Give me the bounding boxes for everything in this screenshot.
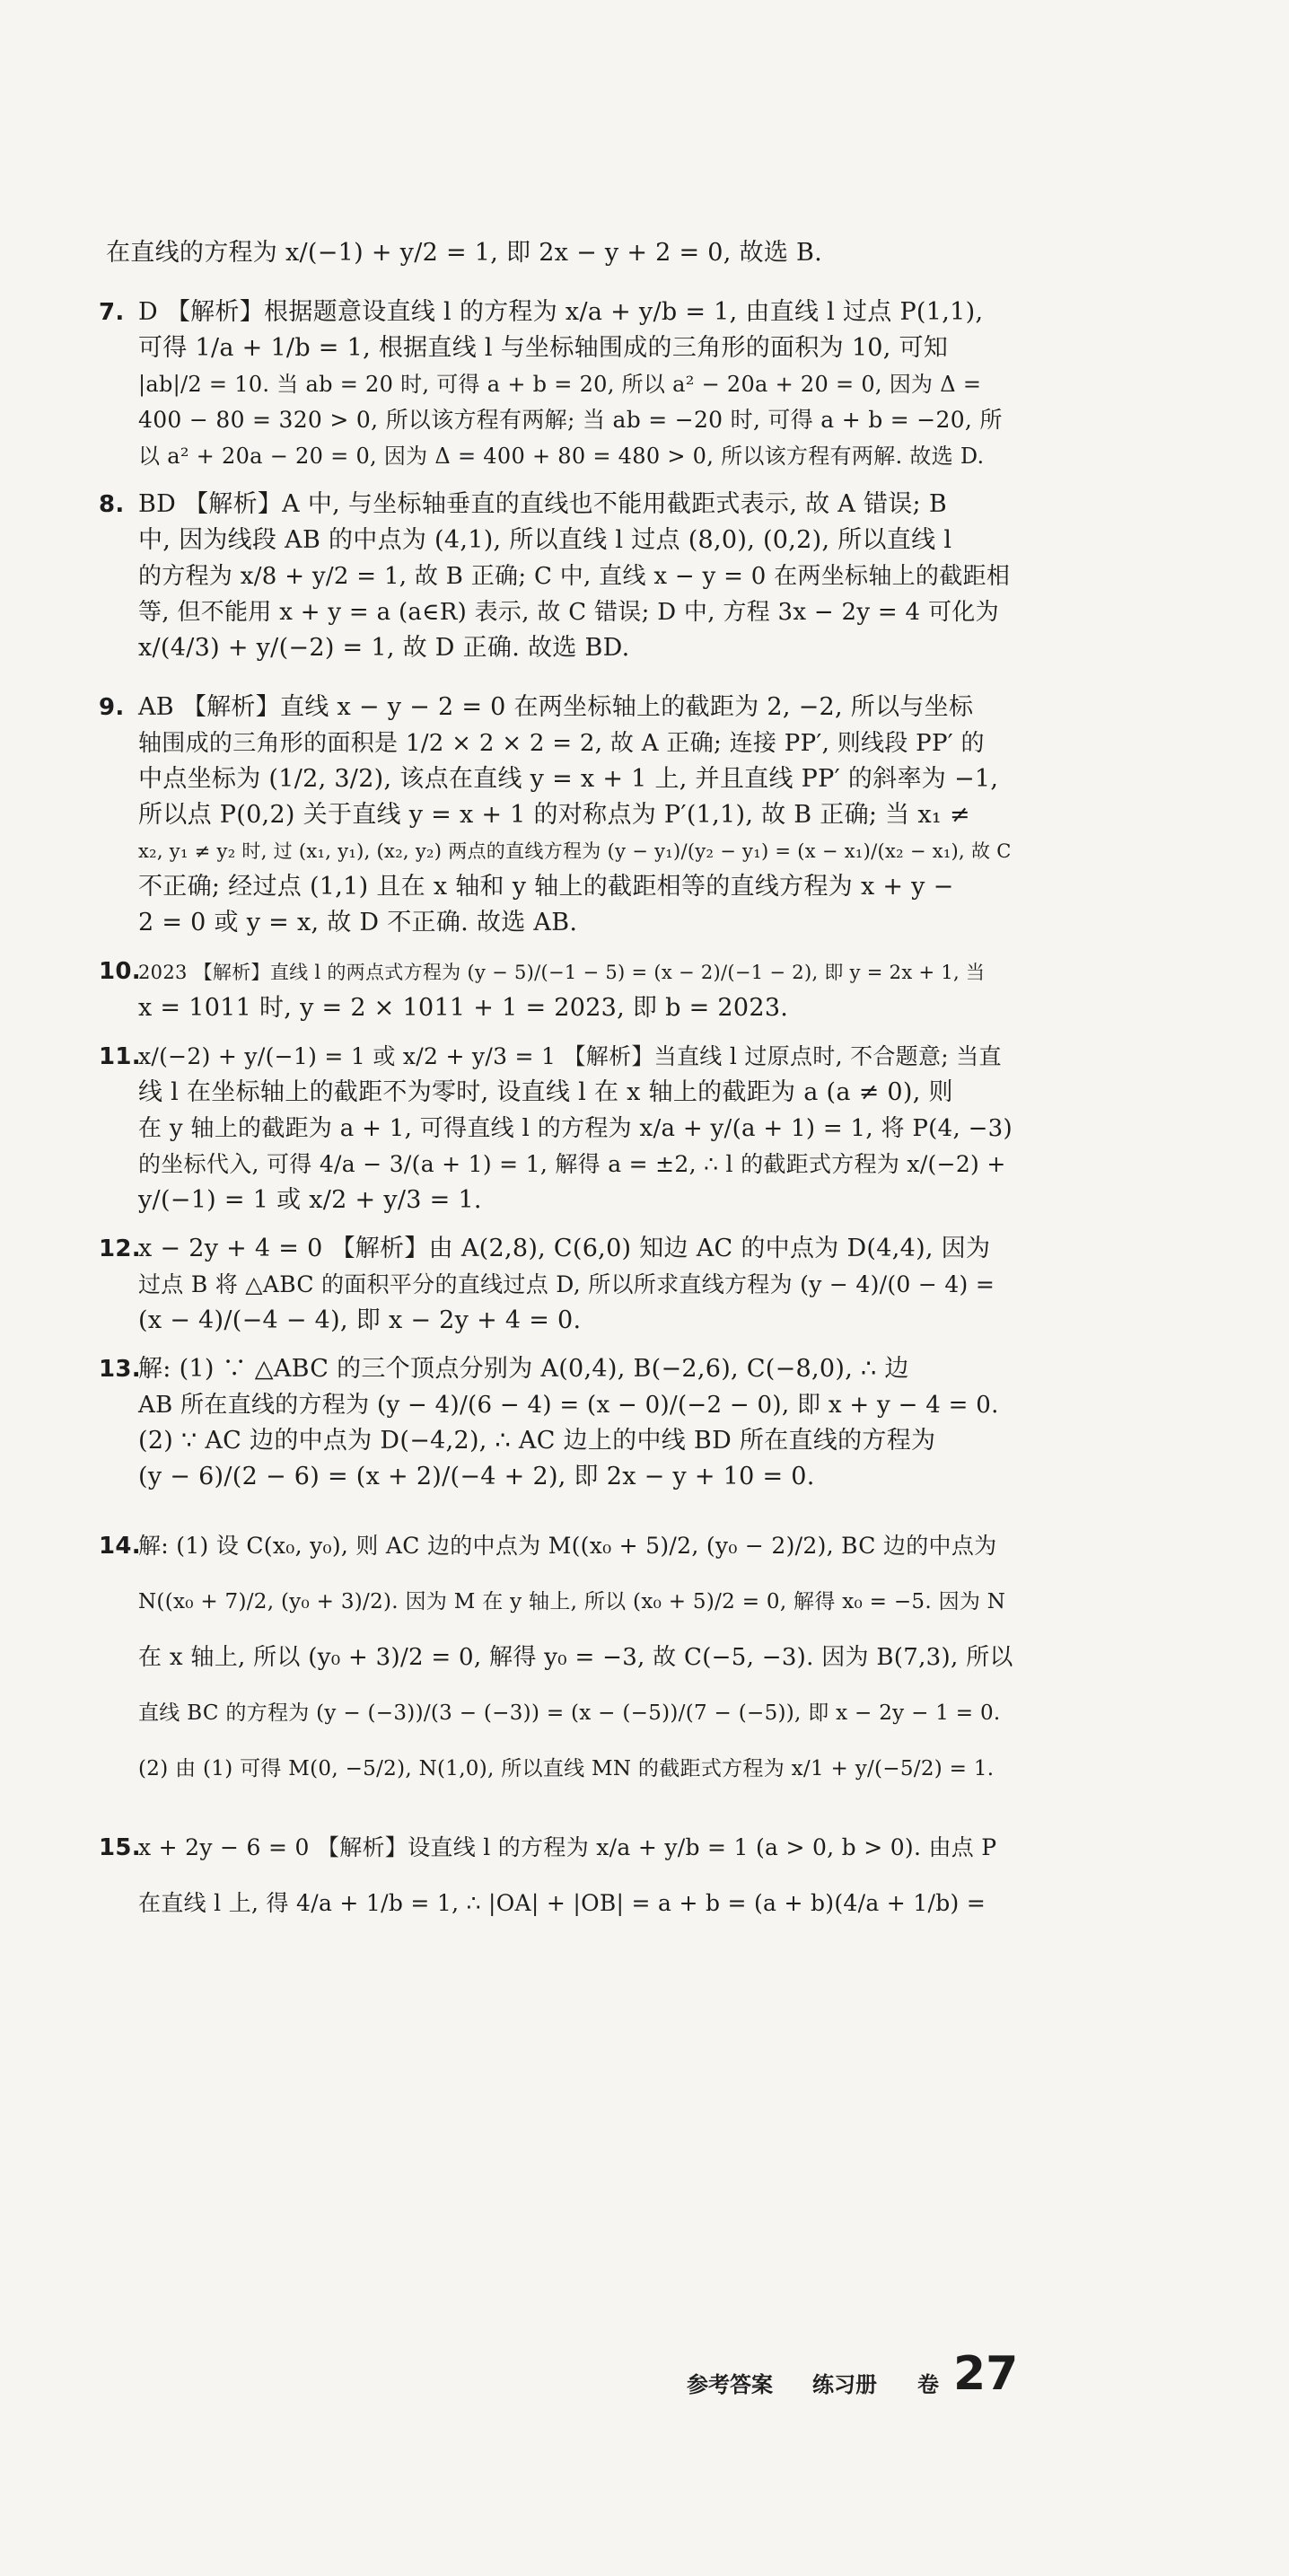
answer-line: 线 l 在坐标轴上的截距不为零时, 设直线 l 在 x 轴上的截距为 a (a ≠ 0), 则 (138, 1078, 953, 1106)
answer-item-8 (99, 487, 1014, 666)
answer-item-13 (99, 1351, 1014, 1495)
answer-line: 不正确; 经过点 (1,1) 且在 x 轴和 y 轴上的截距相等的直线方程为 x + y − (138, 873, 954, 901)
answer-item-14 (99, 1518, 1014, 1797)
answer-line: 过点 B 将 △ABC 的面积平分的直线过点 D, 所以所求直线方程为 (y − 4)/(0 − 4) = (138, 1271, 995, 1297)
answer-number: 10. (99, 958, 141, 985)
answer-line: 所以点 P(0,2) 关于直线 y = x + 1 的对称点为 P′(1,1), 故 B 正确; 当 x₁ ≠ (138, 801, 970, 829)
answer-line: 可得 1/a + 1/b = 1, 根据直线 l 与坐标轴围成的三角形的面积为 10, 可知 (138, 334, 949, 362)
answer-item-7 (99, 295, 1014, 474)
answer-line: 的方程为 x/8 + y/2 = 1, 故 B 正确; C 中, 直线 x − y = 0 在两坐标轴上的截距相 (138, 563, 1011, 590)
answer-number: 14. (99, 1533, 141, 1560)
answer-line: 以 a² + 20a − 20 = 0, 因为 Δ = 400 + 80 = 480 > 0, 所以该方程有两解. 故选 D. (138, 444, 985, 469)
answer-number: 13. (99, 1356, 141, 1383)
answer-line: 2023 【解析】直线 l 的两点式方程为 (y − 5)/(−1 − 5) = (x − 2)/(−1 − 2), 即 y = 2x + 1, 当 (138, 962, 986, 983)
answer-number: 15. (99, 1834, 141, 1861)
answer-line: x = 1011 时, y = 2 × 1011 + 1 = 2023, 即 b = 2023. (138, 994, 789, 1022)
answer-line: (x − 4)/(−4 − 4), 即 x − 2y + 4 = 0. (138, 1306, 582, 1334)
answer-number: 11. (99, 1043, 141, 1070)
page-number: 27 (953, 2347, 1019, 2401)
answer-line: 解: (1) ∵ △ABC 的三个顶点分别为 A(0,4), B(−2,6), C(−8,0), ∴ 边 (138, 1355, 909, 1383)
answer-line: x + 2y − 6 = 0 【解析】设直线 l 的方程为 x/a + y/b = 1 (a > 0, b > 0). 由点 P (138, 1834, 997, 1860)
answer-number: 8. (99, 491, 125, 518)
answer-line: 在直线的方程为 x/(−1) + y/2 = 1, 即 2x − y + 2 = 0, 故选 B. (106, 239, 823, 267)
answer-line: D 【解析】根据题意设直线 l 的方程为 x/a + y/b = 1, 由直线 l 过点 P(1,1), (138, 298, 984, 326)
answer-item-15 (99, 1820, 1014, 1931)
volume-label: 卷 (917, 2372, 939, 2397)
answer-item-11 (99, 1039, 1014, 1218)
answer-line: AB 所在直线的方程为 (y − 4)/(6 − 4) = (x − 0)/(−2 − 0), 即 x + y − 4 = 0. (138, 1392, 999, 1419)
answer-line: AB 【解析】直线 x − y − 2 = 0 在两坐标轴上的截距为 2, −2, 所以与坐标 (138, 693, 974, 721)
answer-line: (y − 6)/(2 − 6) = (x + 2)/(−4 + 2), 即 2x − y + 10 = 0. (138, 1463, 815, 1490)
answer-line: x₂, y₁ ≠ y₂ 时, 过 (x₁, y₁), (x₂, y₂) 两点的直线方程为 (y − y₁)/(y₂ − y₁) = (x − x₁)/(x₂ − x₁), 故 C (138, 840, 1012, 862)
answer-line: x − 2y + 4 = 0 【解析】由 A(2,8), C(6,0) 知边 AC 的中点为 D(4,4), 因为 (138, 1235, 991, 1262)
answer-item-10 (99, 954, 1014, 1026)
answer-line: 中点坐标为 (1/2, 3/2), 该点在直线 y = x + 1 上, 并且直线 PP′ 的斜率为 −1, (138, 765, 999, 793)
answer-item-12 (99, 1231, 1014, 1339)
answers-label: 参考答案 (687, 2372, 773, 2397)
answer-line: 在 y 轴上的截距为 a + 1, 可得直线 l 的方程为 x/a + y/(a + 1) = 1, 将 P(4, −3) (138, 1115, 1013, 1142)
answer-line: y/(−1) = 1 或 x/2 + y/3 = 1. (138, 1186, 482, 1214)
answer-number: 7. (99, 299, 125, 326)
answer-line: 等, 但不能用 x + y = a (a∈R) 表示, 故 C 错误; D 中, 方程 3x − 2y = 4 可化为 (138, 599, 999, 626)
answer-line: 在直线 l 上, 得 4/a + 1/b = 1, ∴ |OA| + |OB| = a + b = (a + b)(4/a + 1/b) = (138, 1890, 986, 1916)
answer-line: (2) 由 (1) 可得 M(0, −5/2), N(1,0), 所以直线 MN 的截距式方程为 x/1 + y/(−5/2) = 1. (138, 1757, 995, 1780)
answer-number: 12. (99, 1235, 141, 1262)
answer-item-6-cont (99, 235, 1014, 271)
answer-line: |ab|/2 = 10. 当 ab = 20 时, 可得 a + b = 20, 所以 a² − 20a + 20 = 0, 因为 Δ = (138, 372, 982, 397)
answer-line: 解: (1) 设 C(x₀, y₀), 则 AC 边的中点为 M((x₀ + 5)/2, (y₀ − 2)/2), BC 边的中点为 (138, 1533, 997, 1559)
answer-line: 中, 因为线段 AB 的中点为 (4,1), 所以直线 l 过点 (8,0), (0,2), 所以直线 l (138, 526, 952, 554)
answer-line: x/(−2) + y/(−1) = 1 或 x/2 + y/3 = 1 【解析】当直线 l 过原点时, 不合题意; 当直 (138, 1043, 1002, 1069)
answer-line: (2) ∵ AC 边的中点为 D(−4,2), ∴ AC 边上的中线 BD 所在直线的方程为 (138, 1427, 936, 1455)
answer-line: N((x₀ + 7)/2, (y₀ + 3)/2). 因为 M 在 y 轴上, 所以 (x₀ + 5)/2 = 0, 解得 x₀ = −5. 因为 N (138, 1590, 1006, 1613)
answer-number: 9. (99, 694, 125, 721)
answer-line: 轴围成的三角形的面积是 1/2 × 2 × 2 = 2, 故 A 正确; 连接 PP′, 则线段 PP′ 的 (138, 730, 985, 757)
book-label: 练习册 (812, 2372, 877, 2397)
answer-line: 2 = 0 或 y = x, 故 D 不正确. 故选 AB. (138, 909, 578, 936)
answer-line: BD 【解析】A 中, 与坐标轴垂直的直线也不能用截距式表示, 故 A 错误; B (138, 490, 947, 518)
answer-item-9 (99, 690, 1014, 941)
answer-line: 直线 BC 的方程为 (y − (−3))/(3 − (−3)) = (x − (−5))/(7 − (−5)), 即 x − 2y − 1 = 0. (138, 1701, 1001, 1725)
answers-body (99, 223, 1014, 1931)
page-footer (0, 2349, 1289, 2403)
answer-line: 400 − 80 = 320 > 0, 所以该方程有两解; 当 ab = −20 时, 可得 a + b = −20, 所 (138, 407, 1003, 433)
answer-line: 在 x 轴上, 所以 (y₀ + 3)/2 = 0, 解得 y₀ = −3, 故 C(−5, −3). 因为 B(7,3), 所以 (138, 1644, 1013, 1671)
answer-line: 的坐标代入, 可得 4/a − 3/(a + 1) = 1, 解得 a = ±2, ∴ l 的截距式方程为 x/(−2) + (138, 1151, 1006, 1177)
answer-line: x/(4/3) + y/(−2) = 1, 故 D 正确. 故选 BD. (138, 634, 630, 662)
